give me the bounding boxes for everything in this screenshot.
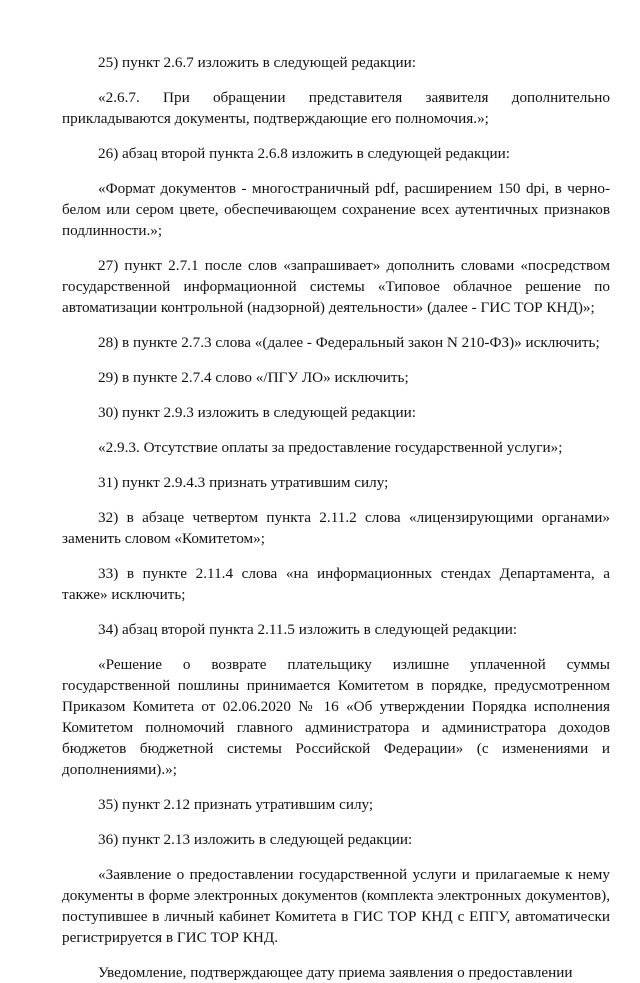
paragraph-item-35: 35) пункт 2.12 признать утратившим силу;: [98, 796, 374, 813]
paragraph-item-25: 25) пункт 2.6.7 изложить в следующей редакции:: [98, 54, 417, 71]
paragraph-item-29: 29) в пункте 2.7.4 слово «/ПГУ ЛО» исключить;: [98, 369, 409, 386]
paragraph-item-34: 34) абзац второй пункта 2.11.5 изложить в следующей редакции:: [98, 621, 518, 638]
paragraph-item-36: 36) пункт 2.13 изложить в следующей редакции:: [98, 831, 413, 848]
paragraph-item-32: 32) в абзаце четвертом пункта 2.11.2 слова «лицензирующими органами» заменить словом «Комитетом»;: [62, 509, 610, 547]
paragraph-quote-2-6-7: «2.6.7. При обращении представителя заявителя дополнительно прикладываются документы, подтверждающие его полномочия.»;: [62, 89, 610, 127]
paragraph-quote-2-9-3: «2.9.3. Отсутствие оплаты за предоставление государственной услуги»;: [98, 439, 563, 456]
paragraph-item-26: 26) абзац второй пункта 2.6.8 изложить в следующей редакции:: [98, 145, 511, 162]
document-page: [62, 52, 610, 983]
paragraph-quote-application: «Заявление о предоставлении государственной услуги и прилагаемые к нему документы в форме электронных документов (комплекта электронных документов), поступившее в личный кабинет Комитета в ГИС ТОР КНД с ЕПГУ, автоматически регистрируется в ГИС ТОР КНД.: [62, 866, 610, 946]
paragraph-item-27: 27) пункт 2.7.1 после слов «запрашивает» дополнить словами «посредством государственной информационной системы «Типовое облачное решение по автоматизации контрольной (надзорной) деятельности» (далее - ГИС ТОР КНД)»;: [62, 257, 610, 316]
paragraph-quote-refund-decision: «Решение о возврате плательщику излишне уплаченной суммы государственной пошлины принимается Комитетом в порядке, предусмотренном Приказом Комитета от 02.06.2020 № 16 «Об утверждении Порядка исполнения Комитетом полномочий главного администратора и администратора доходов бюджетов бюджетной системы Российской Федерации» (с изменениями и дополнениями).»;: [62, 656, 610, 778]
paragraph-notification: Уведомление, подтверждающее дату приема заявления о предоставлении: [98, 964, 573, 981]
paragraph-item-30: 30) пункт 2.9.3 изложить в следующей редакции:: [98, 404, 417, 421]
paragraph-item-28: 28) в пункте 2.7.3 слова «(далее - Федеральный закон N 210-ФЗ)» исключить;: [98, 334, 600, 351]
paragraph-quote-format: «Формат документов - многостраничный pdf, расширением 150 dpi, в черно-белом или сером цвете, обеспечивающем сохранение всех аутентичных признаков подлинности.»;: [62, 180, 610, 239]
paragraph-item-33: 33) в пункте 2.11.4 слова «на информационных стендах Департамента, а также» исключить;: [62, 565, 610, 603]
paragraph-item-31: 31) пункт 2.9.4.3 признать утратившим силу;: [98, 474, 389, 491]
